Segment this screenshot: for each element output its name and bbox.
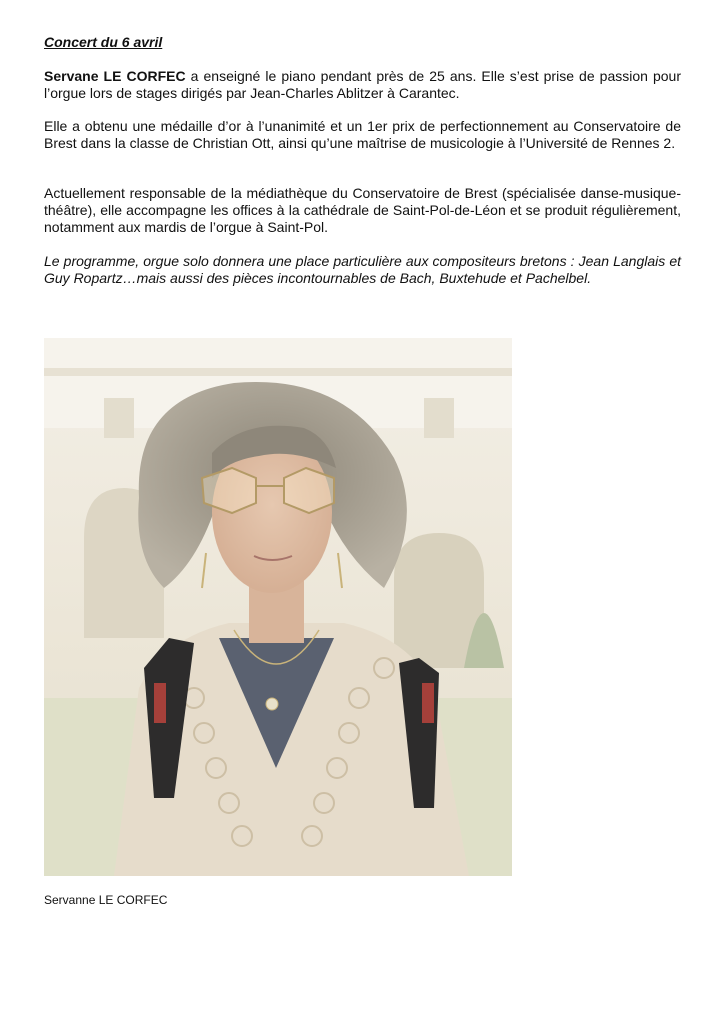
paragraph-intro — [44, 68, 681, 102]
paragraph-awards: Elle a obtenu une médaille d’or à l’unanimité et un 1er prix de perfectionnement au Conservatoire de Brest dans la classe de Christian Ott, ainsi qu’une maîtrise de musicologie à l’Université de Rennes 2. — [44, 118, 681, 151]
page-heading: Concert du 6 avril — [44, 34, 163, 50]
paragraph-program: Le programme, orgue solo donnera une place particulière aux compositeurs bretons : Jean Langlais et Guy Ropartz…mais aussi des pièces incontournables de Bach, Buxtehude et Pachelbel. — [44, 253, 681, 286]
photo-caption: Servanne LE CORFEC — [44, 893, 168, 907]
paragraph-current-role: Actuellement responsable de la médiathèque du Conservatoire de Brest (spécialisée danse-musique-théâtre), elle accompagne les offices à la cathédrale de Saint-Pol-de-Léon et se produit régulièrement, notamment aux mardis de l’orgue à Saint-Pol. — [44, 185, 681, 235]
performer-name: Servane LE CORFEC — [44, 68, 186, 84]
portrait-photo — [44, 338, 512, 876]
paragraph-intro-text: a enseigné le piano pendant près de 25 ans. Elle s’est prise de passion pour l’orgue lors de stages dirigés par Jean-Charles Ablitzer à Carantec. — [44, 68, 681, 101]
